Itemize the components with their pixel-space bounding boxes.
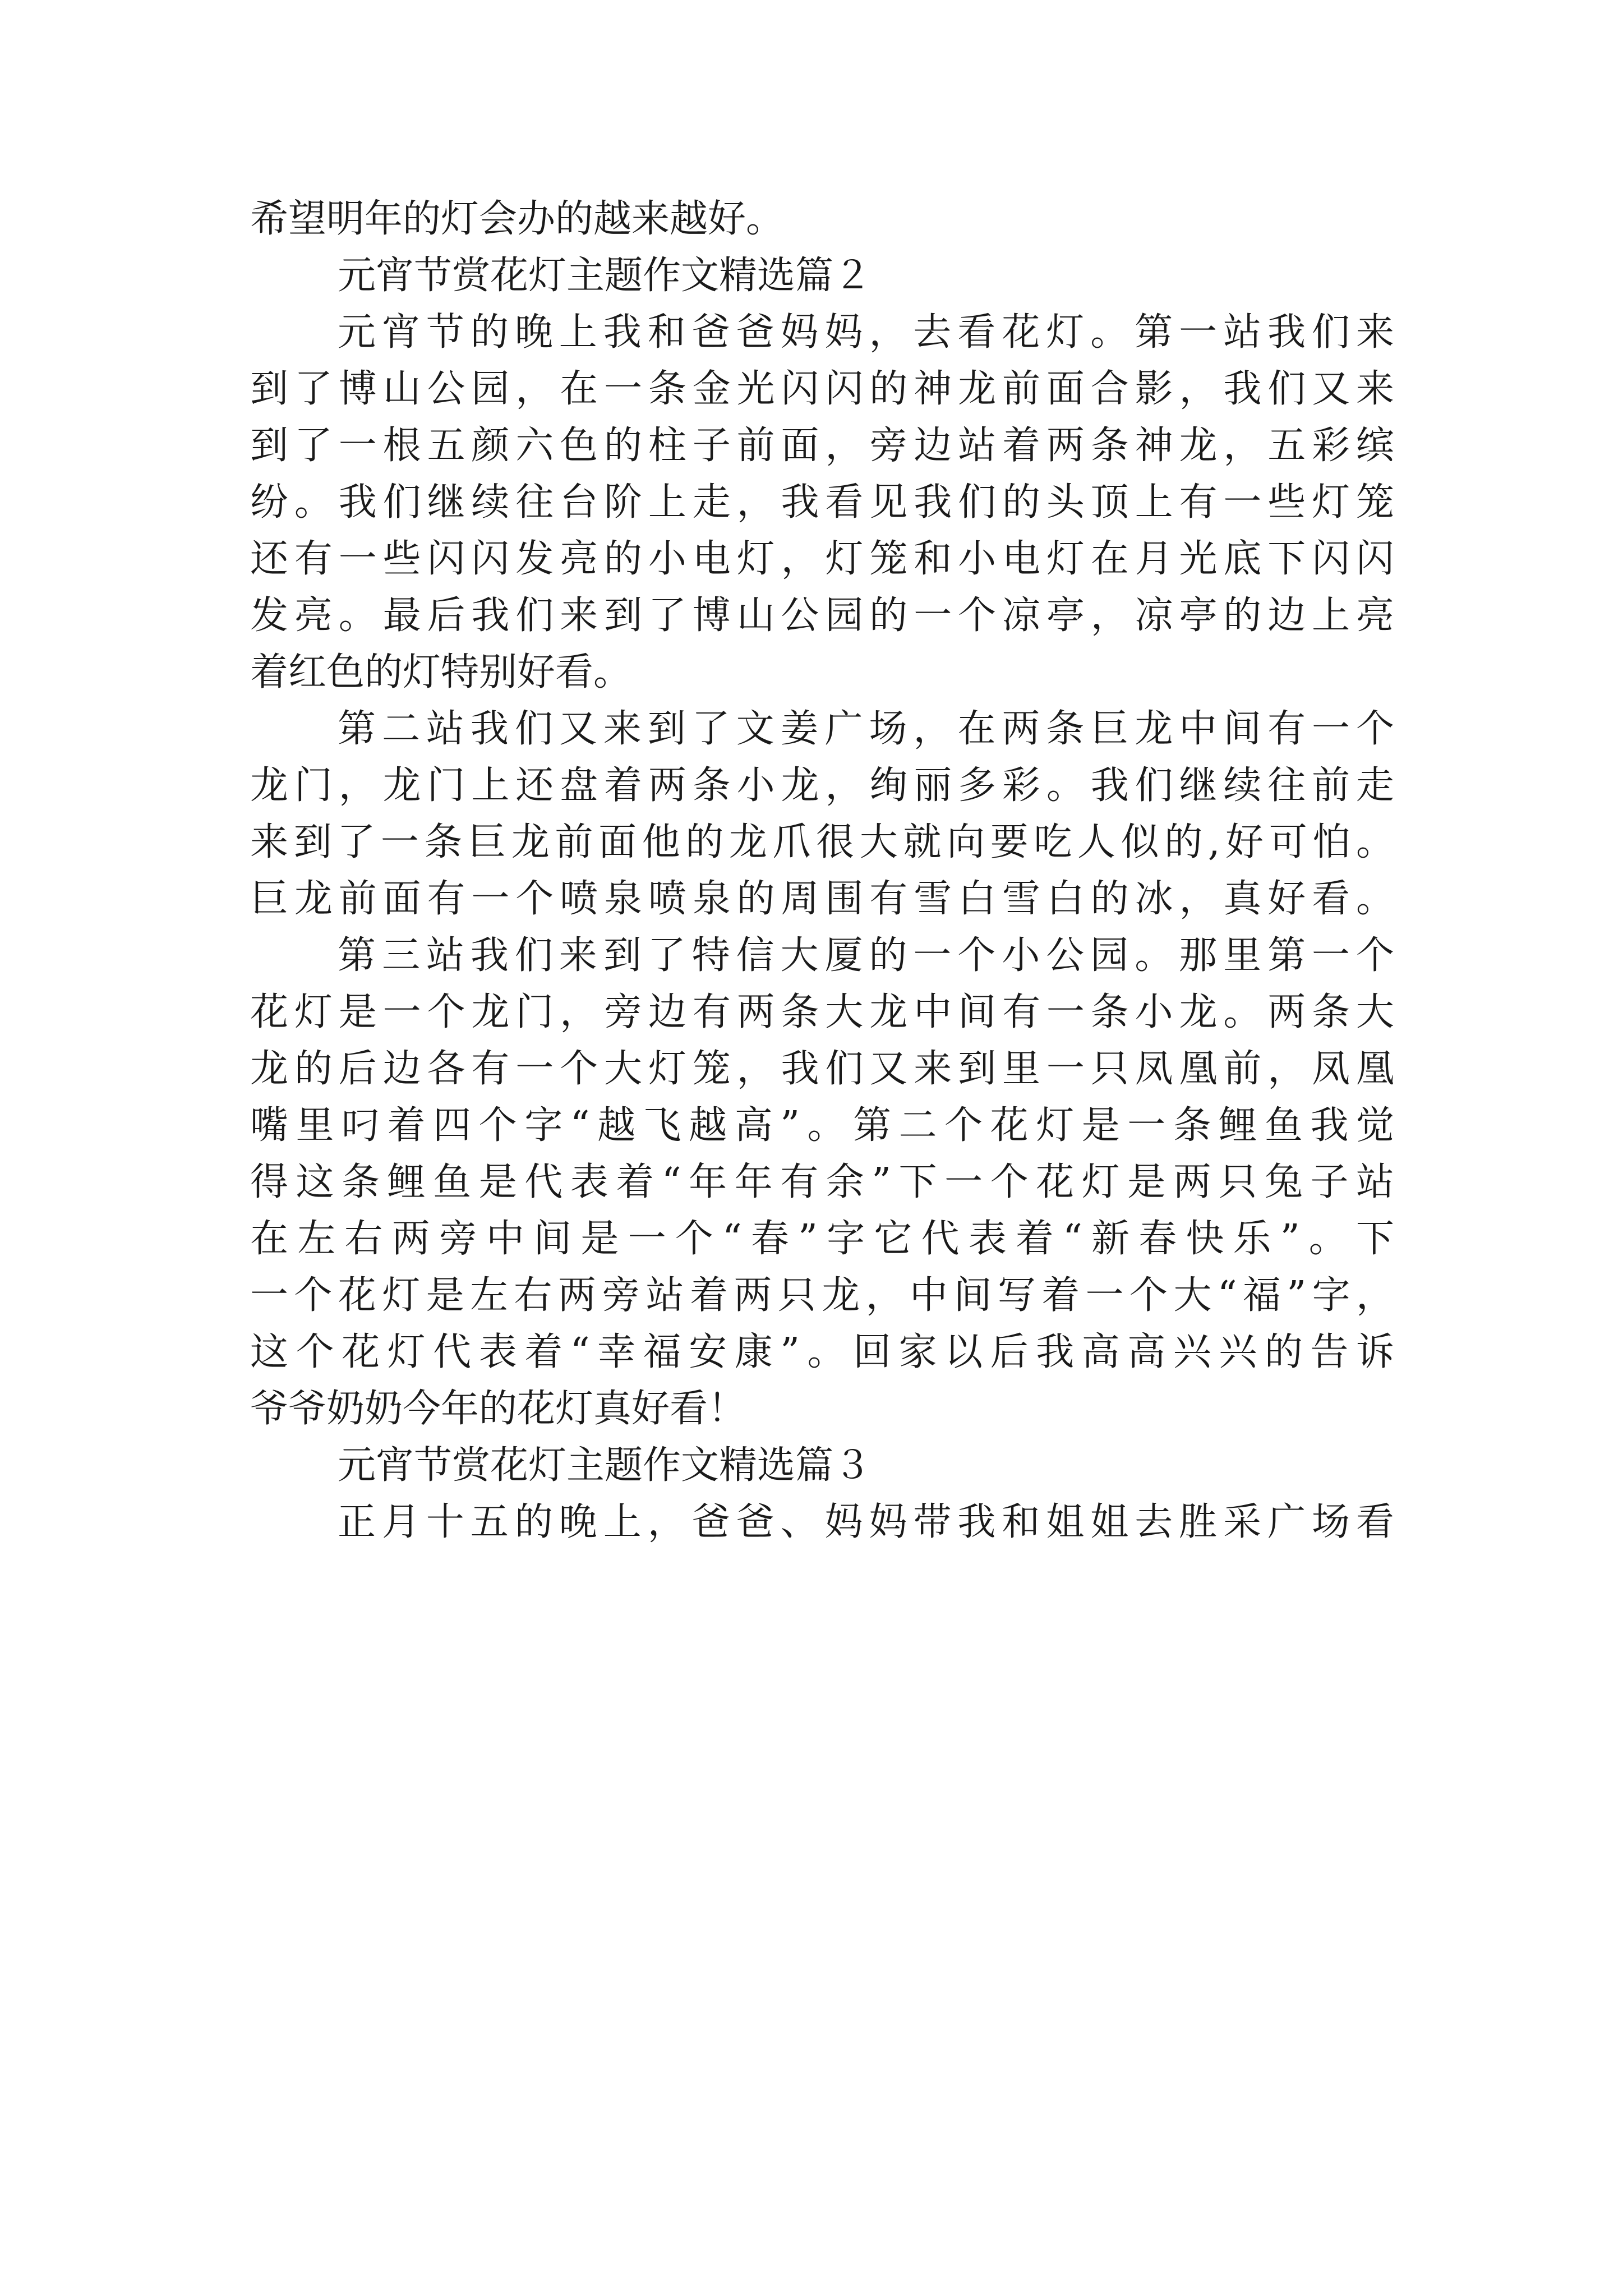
text-line: 巨龙前面有一个喷泉喷泉的周围有雪白雪白的冰，真好看。 [250, 877, 1394, 921]
text-line: 发亮。最后我们来到了博山公园的一个凉亭，凉亭的边上亮 [250, 593, 1394, 638]
text-line: 元宵节的晚上我和爸爸妈妈，去看花灯。第一站我们来 [338, 310, 1394, 355]
text-line: 还有一些闪闪发亮的小电灯，灯笼和小电灯在月光底下闪闪 [250, 537, 1394, 581]
text-line: 爷爷奶奶今年的花灯真好看！ [250, 1387, 746, 1431]
text-line: 到了一根五颜六色的柱子前面，旁边站着两条神龙，五彩缤 [250, 424, 1394, 468]
text-line: 龙的后边各有一个大灯笼，我们又来到里一只凤凰前，凤凰 [250, 1047, 1394, 1091]
text-line: 这个花灯代表着“幸福安康”。回家以后我高高兴兴的告诉 [250, 1330, 1394, 1374]
text-line: 龙门，龙门上还盘着两条小龙，绚丽多彩。我们继续往前走 [250, 763, 1394, 808]
text-line: 正月十五的晚上，爸爸、妈妈带我和姐姐去胜采广场看 [338, 1500, 1394, 1544]
text-line: 第二站我们又来到了文姜广场，在两条巨龙中间有一个 [338, 707, 1394, 751]
text-line: 希望明年的灯会办的越来越好。 [250, 197, 785, 241]
text-line: 到了博山公园，在一条金光闪闪的神龙前面合影，我们又来 [250, 367, 1394, 411]
essay-body [250, 191, 1394, 1550]
text-line: 纷。我们继续往台阶上走，我看见我们的头顶上有一些灯笼 [250, 480, 1394, 524]
text-line: 元宵节赏花灯主题作文精选篇３ [338, 1443, 872, 1488]
text-line: 嘴里叼着四个字“越飞越高”。第二个花灯是一条鲤鱼我觉 [250, 1103, 1394, 1148]
text-line: 第三站我们来到了特信大厦的一个小公园。那里第一个 [338, 933, 1394, 978]
text-line: 得这条鲤鱼是代表着“年年有余”下一个花灯是两只兔子站 [250, 1160, 1394, 1204]
text-line: 来到了一条巨龙前面他的龙爪很大就向要吃人似的,好可怕。 [250, 820, 1394, 864]
text-line: 花灯是一个龙门，旁边有两条大龙中间有一条小龙。两条大 [250, 990, 1394, 1034]
text-line: 一个花灯是左右两旁站着两只龙，中间写着一个大“福”字， [250, 1273, 1394, 1318]
text-line: 着红色的灯特别好看。 [250, 650, 632, 694]
text-line: 在左右两旁中间是一个“春”字它代表着“新春快乐”。下 [250, 1217, 1394, 1261]
text-line: 元宵节赏花灯主题作文精选篇２ [338, 254, 872, 298]
